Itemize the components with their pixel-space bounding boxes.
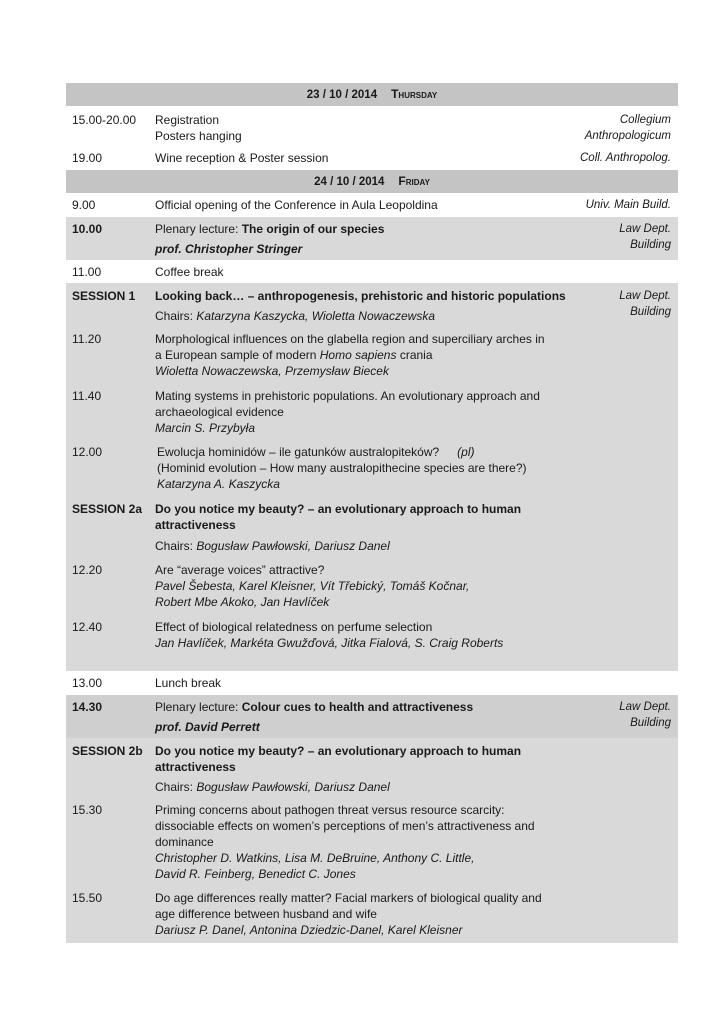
talk-time: 15.30 — [72, 803, 103, 817]
schedule-row-plenary-1 — [66, 217, 678, 260]
venue-cell: Univ. Main Build. — [585, 199, 671, 211]
schedule-table — [66, 83, 678, 943]
time-cell: 11.00 — [72, 265, 102, 279]
talk-entry — [155, 890, 565, 938]
schedule-row-opening — [66, 193, 678, 217]
venue-cell — [561, 221, 671, 253]
plenary-lecture-title: The origin of our species — [241, 222, 385, 236]
event-cell — [155, 221, 565, 257]
venue-text: Building — [630, 717, 671, 729]
talk-authors: David R. Feinberg, Benedict C. Jones — [155, 867, 356, 881]
time-cell: 14.30 — [72, 700, 103, 714]
session-block-2a — [66, 539, 678, 671]
plenary-label: Plenary lecture: — [155, 700, 242, 714]
talk-title: Priming concerns about pathogen threat versus resource scarcity: — [155, 803, 505, 817]
venue-text: Anthropologicum — [584, 130, 671, 142]
chairs-names: Katarzyna Kaszycka, Wioletta Nowaczewska — [196, 309, 435, 323]
talk-entry — [155, 388, 565, 436]
event-text: Official opening of the Conference in Aula Leopoldina — [155, 198, 438, 212]
venue-cell: Coll. Anthropolog. — [580, 152, 671, 164]
language-tag: (pl) — [457, 445, 475, 459]
talk-entry — [157, 444, 567, 492]
talk-authors: Jan Havlíček, Markéta Gwužďová, Jitka Fialová, S. Craig Roberts — [155, 636, 504, 650]
schedule-row-plenary-2 — [66, 695, 678, 738]
talk-entry — [155, 619, 565, 651]
talk-title — [157, 444, 567, 460]
talk-title: dominance — [155, 835, 214, 849]
talk-time: 12.40 — [72, 620, 103, 634]
session-title: Do you notice my beauty? – an evolutionary approach to human — [155, 502, 522, 516]
talk-entry — [155, 802, 565, 882]
talk-time: 12.20 — [72, 563, 103, 577]
talk-authors: Christopher D. Watkins, Lisa M. DeBruine, Anthony C. Little, — [155, 851, 475, 865]
event-text: Lunch break — [155, 676, 222, 690]
talk-time: 12.00 — [72, 445, 103, 459]
talk-authors: Pavel Šebesta, Karel Kleisner, Vít Třebický, Tomáš Kočnar, — [155, 579, 470, 593]
chairs-label: Chairs: — [155, 309, 197, 323]
talk-title: age difference between husband and wife — [155, 907, 377, 921]
venue-text: Building — [630, 306, 671, 318]
venue-cell — [561, 699, 671, 731]
talk-entry — [155, 331, 565, 379]
plenary-title — [155, 221, 565, 237]
venue-cell — [561, 288, 671, 320]
day-weekday: Friday — [398, 174, 430, 188]
talk-title: archaeological evidence — [155, 405, 284, 419]
event-cell — [155, 112, 565, 144]
session-header — [155, 501, 565, 533]
day-header-thursday — [66, 83, 678, 106]
plenary-lecture-title: Colour cues to health and attractiveness — [241, 700, 474, 714]
venue-text: Collegium — [619, 114, 671, 126]
talk-authors: Wioletta Nowaczewska, Przemysław Biecek — [155, 364, 389, 378]
talk-entry — [155, 562, 565, 610]
time-cell: 13.00 — [72, 676, 103, 690]
schedule-row-wine-reception — [66, 146, 678, 170]
session-title: Looking back… – anthropogenesis, prehistoric and historic populations — [155, 289, 566, 303]
chairs-names: Bogusław Pawłowski, Dariusz Danel — [196, 780, 390, 794]
talk-time: 15.50 — [72, 891, 103, 905]
time-cell: 15.00-20.00 — [72, 113, 137, 127]
session-header — [155, 288, 565, 324]
day-weekday: Thursday — [391, 87, 438, 101]
talk-title: Are “average voices” attractive? — [155, 563, 325, 577]
talk-title: Effect of biological relatedness on perfume selection — [155, 620, 433, 634]
talk-authors: Marcin S. Przybyła — [155, 421, 256, 435]
talk-time: 11.40 — [72, 389, 102, 403]
session-title: Do you notice my beauty? – an evolutionary approach to human — [155, 744, 522, 758]
session-title: attractiveness — [155, 518, 236, 532]
schedule-row-registration — [66, 106, 678, 146]
venue-text: Law Dept. — [619, 223, 671, 235]
speaker-name: prof. Christopher Stringer — [155, 242, 303, 256]
chairs-line — [155, 538, 565, 554]
species-name: Homo sapiens — [319, 348, 397, 362]
day-header-friday — [66, 170, 678, 193]
event-text: Wine reception & Poster session — [155, 151, 329, 165]
event-cell — [155, 699, 565, 735]
session-chairs — [155, 538, 565, 554]
session-header — [155, 743, 565, 795]
plenary-title — [155, 699, 565, 715]
session-label: SESSION 1 — [72, 289, 136, 303]
session-title: attractiveness — [155, 760, 236, 774]
session-block-1 — [66, 283, 678, 542]
talk-title: Morphological influences on the glabella region and superciliary arches in — [155, 332, 545, 346]
time-cell: 9.00 — [72, 198, 96, 212]
venue-text: Building — [630, 239, 671, 251]
chairs-names: Bogusław Pawłowski, Dariusz Danel — [196, 539, 390, 553]
talk-authors: Katarzyna A. Kaszycka — [157, 477, 280, 491]
event-text: Coffee break — [155, 265, 224, 279]
time-cell: 19.00 — [72, 151, 103, 165]
speaker-name: prof. David Perrett — [155, 720, 260, 734]
talk-title-part: crania — [396, 348, 433, 362]
session-chairs — [155, 308, 565, 324]
talk-authors: Robert Mbe Akoko, Jan Havlíček — [155, 595, 330, 609]
talk-time: 11.20 — [72, 332, 102, 346]
day-date: 23 / 10 / 2014 — [306, 89, 378, 101]
session-label: SESSION 2b — [72, 744, 143, 758]
schedule-row-lunch-break — [66, 671, 678, 695]
talk-title: Mating systems in prehistoric populations. An evolutionary approach and — [155, 389, 540, 403]
talk-title: (Hominid evolution – How many australopithecine species are there?) — [157, 461, 527, 475]
talk-title-part: Ewolucja hominidów – ile gatunków australopiteków? — [157, 445, 440, 459]
event-text: Posters hanging — [155, 129, 242, 143]
plenary-label: Plenary lecture: — [155, 222, 242, 236]
session-chairs — [155, 779, 565, 795]
event-text: Registration — [155, 113, 220, 127]
venue-text: Law Dept. — [619, 701, 671, 713]
schedule-row-coffee-break — [66, 260, 678, 283]
talk-title-part: a European sample of modern — [155, 348, 320, 362]
venue-cell — [561, 112, 671, 144]
talk-title: dissociable effects on women’s perceptions of men’s attractiveness and — [155, 819, 535, 833]
session-label: SESSION 2a — [72, 502, 143, 516]
session-block-2b — [66, 738, 678, 943]
venue-text: Law Dept. — [619, 290, 671, 302]
day-date: 24 / 10 / 2014 — [314, 176, 385, 188]
talk-authors: Dariusz P. Danel, Antonina Dziedzic-Danel, Karel Kleisner — [155, 923, 463, 937]
chairs-label: Chairs: — [155, 539, 197, 553]
chairs-label: Chairs: — [155, 780, 197, 794]
time-cell: 10.00 — [72, 222, 103, 236]
talk-title: Do age differences really matter? Facial markers of biological quality and — [155, 891, 542, 905]
talk-title — [155, 347, 565, 363]
